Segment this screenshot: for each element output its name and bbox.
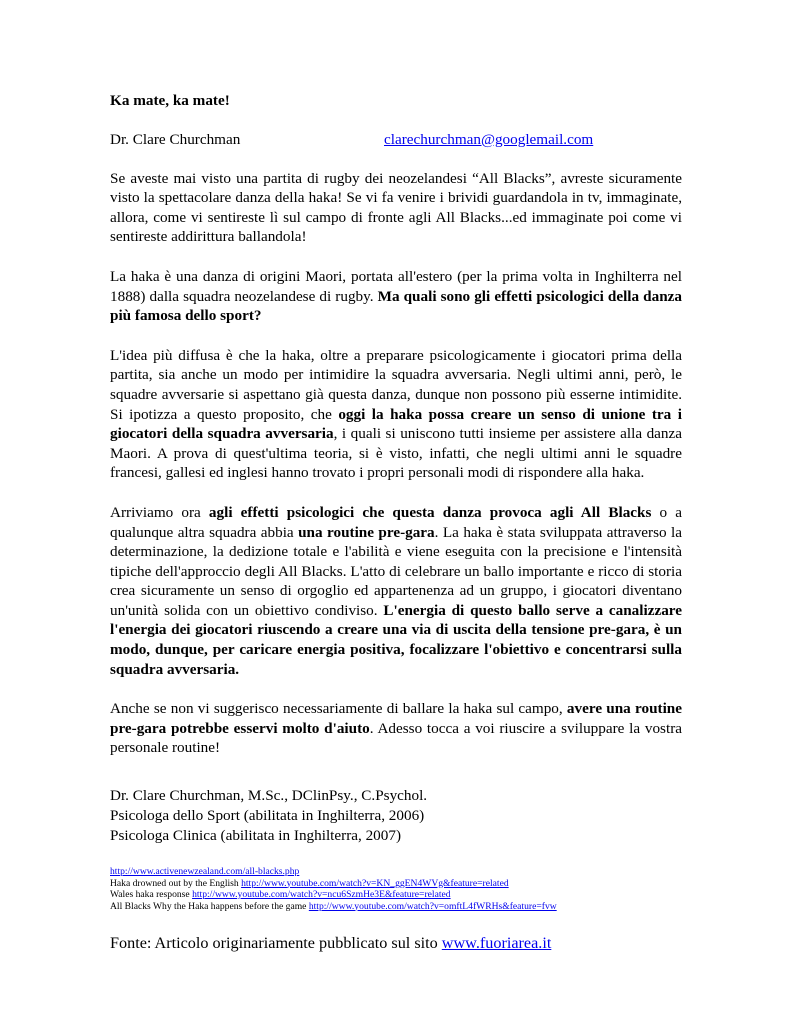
paragraph-intimidation <box>110 346 682 483</box>
reference-link-label: Wales haka response <box>110 889 193 901</box>
author-name: Dr. Clare Churchman <box>110 130 241 148</box>
reference-links <box>110 866 682 912</box>
reference-link-row <box>110 901 682 913</box>
reference-link[interactable]: http://www.youtube.com/watch?v=KN_ggEN4WVg&feature=related <box>241 877 509 889</box>
source-line <box>110 934 682 954</box>
paragraph-effects-bold-1: agli effetti psicologici che questa danza provoca agli All Blacks <box>208 503 652 521</box>
paragraph-origins-text: La haka è una danza di origini Maori, portata all'estero (per la prima volta in Inghilterra nel 1888) dalla squadra neozelandese di rugby. <box>110 267 682 305</box>
paragraph-effects-text-2: o a qualunque altra squadra abbia <box>110 503 682 541</box>
reference-link-row <box>110 878 682 890</box>
reference-link-label: Haka drowned out by the English <box>110 877 242 889</box>
signature-role-sport: Psicologa dello Sport (abilitata in Inghilterra, 2006) <box>110 807 425 825</box>
paragraph-intimidation-text-1: L'idea più diffusa è che la haka, oltre a preparare psicologicamente i giocatori prima della partita, sia anche un modo per intimidire la squadra avversaria. Negli ultimi anni, però, le squadre avversarie si aspettano già questa danza, dunque non possono più esserne intimidite. Si ipotizza a questo proposito, che <box>110 346 682 423</box>
signature-block <box>110 786 682 846</box>
paragraph-origins-bold: Ma quali sono gli effetti psicologici della danza più famosa dello sport? <box>110 287 683 325</box>
paragraph-conclusion-bold: avere una routine pre-gara potrebbe esservi molto d'aiuto <box>110 700 682 737</box>
signature-role-clinical: Psicologa Clinica (abilitata in Inghilterra, 2007) <box>110 827 402 845</box>
document-page <box>110 91 682 954</box>
reference-link-row <box>110 866 682 878</box>
signature-name: Dr. Clare Churchman, M.Sc., DClinPsy., C.Psychol. <box>110 787 428 805</box>
reference-link[interactable]: http://www.youtube.com/watch?v=omftL4fWRHs&feature=fvw <box>308 900 557 912</box>
paragraph-effects-bold-3: L'energia di questo ballo serve a canalizzare l'energia dei giocatori riuscendo a creare una via di uscita della tensione pre-gara, è un modo, dunque, per caricare energia positiva, focalizzare l'obiettivo e concentrarsi sulla squadra avversaria. <box>110 601 682 678</box>
paragraph-effects-text-1: Arriviamo ora <box>110 503 209 521</box>
paragraph-intro-text: Se aveste mai visto una partita di rugby dei neozelandesi “All Blacks”, avreste sicuramente visto la spettacolare danza della haka! Se vi fa venire i brividi guardandola in tv, immaginate, allora, come vi sentireste lì sul campo di fronte agli All Blacks...ed immaginate poi come vi sentireste addirittura ballandola! <box>110 169 682 246</box>
paragraph-effects-bold-2: una routine pre-gara <box>298 523 435 541</box>
author-line <box>110 130 682 150</box>
paragraph-intimidation-bold: oggi la haka possa creare un senso di unione tra i giocatori della squadra avversaria <box>110 405 682 443</box>
author-email-link[interactable]: clarechurchman@googlemail.com <box>384 130 594 148</box>
source-link[interactable]: www.fuoriarea.it <box>441 934 552 953</box>
reference-link-label: All Blacks Why the Haka happens before the game <box>110 900 309 912</box>
reference-link[interactable]: http://www.activenewzealand.com/all-blacks.php <box>110 866 300 878</box>
reference-link[interactable]: http://www.youtube.com/watch?v=ncu6SzmHe3E&feature=related <box>192 889 451 901</box>
paragraph-intimidation-text-2: , i quali si uniscono tutti insieme per assistere alla danza Maori. A prova di quest'ultima teoria, si è visto, infatti, che negli ultimi anni le squadre francesi, gallesi ed inglesi hanno trovato i propri personali modi di rispondere alla haka. <box>110 425 682 482</box>
paragraph-intro <box>110 169 682 247</box>
paragraph-conclusion-text-2: . Adesso tocca a voi riuscire a sviluppare la vostra personale routine! <box>110 719 682 757</box>
paragraph-effects-text-3: . La haka è stata sviluppata attraverso la determinazione, la dedizione totale e l'abilità e viene eseguita con la precisione e l'intensità tipiche dell'approccio degli All Blacks. L'atto di celebrare un ballo importante e ricco di storia crea sicuramente un senso di orgoglio ed appartenenza ad un gruppo, i giocatori diventano un'unità solida con un obiettivo condiviso. <box>110 523 682 619</box>
paragraph-conclusion <box>110 699 682 758</box>
source-text: Fonte: Articolo originariamente pubblicato sul sito <box>110 934 442 953</box>
document-title: Ka mate, ka mate! <box>110 92 230 109</box>
reference-link-row <box>110 889 682 901</box>
paragraph-conclusion-text-1: Anche se non vi suggerisco necessariamente di ballare la haka sul campo, <box>110 700 567 718</box>
paragraph-origins <box>110 267 682 326</box>
paragraph-effects <box>110 503 682 679</box>
